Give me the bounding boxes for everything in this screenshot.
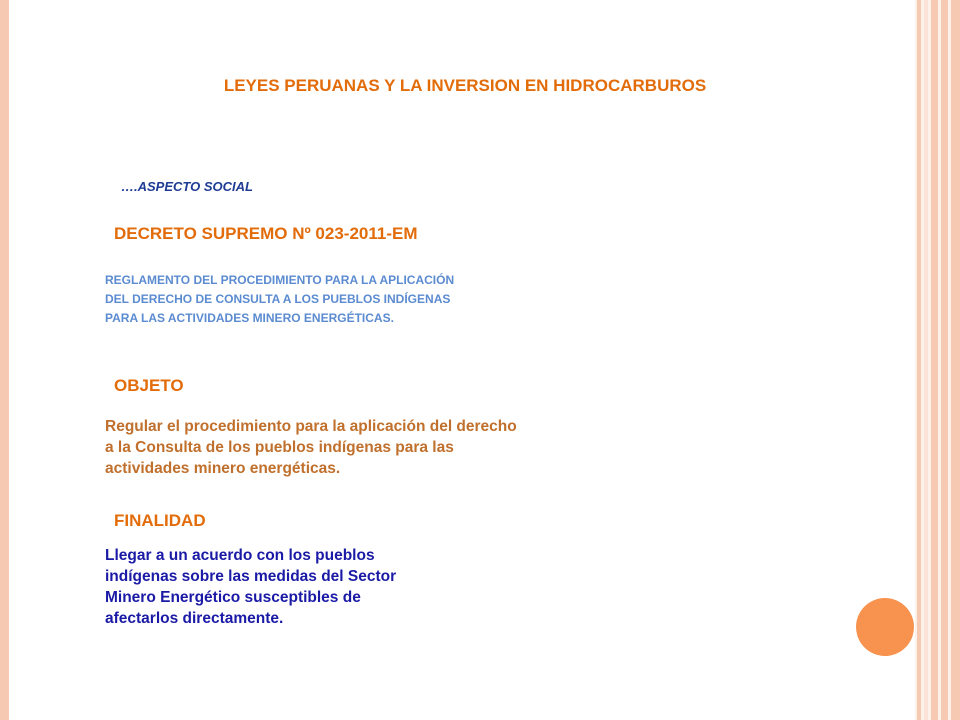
right-decorative-stripe: [941, 0, 948, 720]
right-decorative-stripe: [917, 0, 921, 720]
decree-heading: DECRETO SUPREMO Nº 023-2011-EM: [114, 224, 418, 243]
objective-line: actividades minero energéticas.: [105, 460, 341, 477]
right-decorative-stripe: [931, 0, 938, 720]
slide-title: LEYES PERUANAS Y LA INVERSION EN HIDROCARBUROS: [223, 76, 707, 95]
purpose-line: Minero Energético susceptibles de: [105, 589, 361, 606]
objective-line: Regular el procedimiento para la aplicación del derecho: [105, 418, 517, 435]
purpose-line: afectarlos directamente.: [105, 610, 284, 627]
left-decorative-border: [0, 0, 9, 720]
regulation-description: [105, 271, 454, 328]
purpose-line: indígenas sobre las medidas del Sector: [105, 568, 397, 585]
right-decorative-stripe: [924, 0, 928, 720]
decorative-circle: [856, 598, 914, 656]
regulation-line: DEL DERECHO DE CONSULTA A LOS PUEBLOS INDÍGENAS: [105, 292, 451, 306]
regulation-line: REGLAMENTO DEL PROCEDIMIENTO PARA LA APLICACIÓN: [105, 273, 455, 287]
regulation-line: PARA LAS ACTIVIDADES MINERO ENERGÉTICAS.: [105, 311, 394, 325]
purpose-text: [105, 545, 396, 629]
right-decorative-stripe: [951, 0, 960, 720]
objective-heading: OBJETO: [114, 376, 184, 395]
section-subtitle: ….ASPECTO SOCIAL: [121, 179, 253, 194]
purpose-line: Llegar a un acuerdo con los pueblos: [105, 547, 375, 564]
objective-line: a la Consulta de los pueblos indígenas para las: [105, 439, 454, 456]
objective-text: [105, 416, 517, 479]
purpose-heading: FINALIDAD: [114, 511, 206, 530]
